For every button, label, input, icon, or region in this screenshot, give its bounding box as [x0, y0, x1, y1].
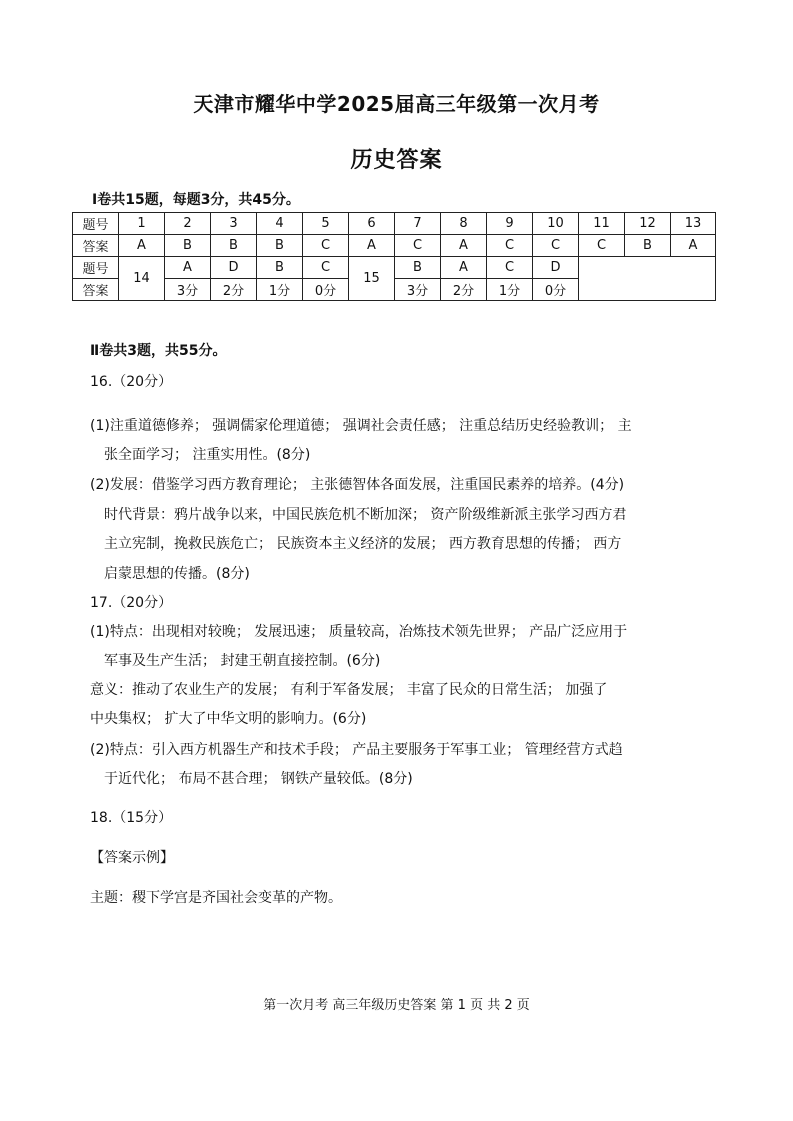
answer-line: 张全面学习； 注重实用性。(8分) — [104, 447, 311, 463]
answer-line: (2)特点：引入西方机器生产和技术手段； 产品主要服务于军事工业； 管理经营方式趋 — [90, 742, 623, 758]
question-number: 1 — [119, 213, 165, 235]
answer-line: 主立宪制，挽救民族危亡； 民族资本主义经济的发展； 西方教育思想的传播； 西方 — [104, 536, 622, 552]
table-row — [73, 213, 716, 235]
document-title: 天津市耀华中学2025届高三年级第一次月考 — [193, 92, 600, 116]
row-label: 题号 — [73, 257, 119, 279]
document-subtitle: 历史答案 — [350, 148, 443, 173]
answer-cell: B — [211, 235, 257, 257]
q17-heading: 17.（20分） — [90, 595, 173, 611]
question-number: 7 — [395, 213, 441, 235]
answer-line: 启蒙思想的传播。(8分) — [104, 566, 250, 582]
answer-cell: B — [165, 235, 211, 257]
question-number: 8 — [441, 213, 487, 235]
question-number: 10 — [533, 213, 579, 235]
answer-cell: C — [533, 235, 579, 257]
answer-cell: C — [395, 235, 441, 257]
answer-cell: B — [257, 235, 303, 257]
score-cell: 1分 — [487, 279, 533, 301]
score-cell: 2分 — [211, 279, 257, 301]
option-cell: A — [441, 257, 487, 279]
score-cell: 1分 — [257, 279, 303, 301]
question-14-number: 14 — [119, 257, 165, 301]
answer-cell: C — [579, 235, 625, 257]
option-cell: B — [257, 257, 303, 279]
answer-cell: C — [487, 235, 533, 257]
answer-cell: A — [671, 235, 716, 257]
row-label: 题号 — [73, 213, 119, 235]
question-number: 11 — [579, 213, 625, 235]
question-number: 5 — [303, 213, 349, 235]
answer-line: (1)注重道德修养； 强调儒家伦理道德； 强调社会责任感； 注重总结历史经验教训； 主 — [90, 418, 632, 434]
answer-example-label: 【答案示例】 — [90, 850, 174, 866]
option-cell: A — [165, 257, 211, 279]
option-cell: B — [395, 257, 441, 279]
answer-line: 中央集权； 扩大了中华文明的影响力。(6分) — [90, 711, 367, 727]
answer-cell: A — [119, 235, 165, 257]
answer-cell: B — [625, 235, 671, 257]
answer-line: 军事及生产生活； 封建王朝直接控制。(6分) — [104, 653, 381, 669]
answer-line: (1)特点：出现相对较晚； 发展迅速； 质量较高，冶炼技术领先世界； 产品广泛应用于 — [90, 624, 628, 640]
answer-line: 主题：稷下学宫是齐国社会变革的产物。 — [90, 890, 342, 906]
q16-heading: 16.（20分） — [90, 374, 173, 390]
answer-cell: A — [349, 235, 395, 257]
answer-line: 于近代化； 布局不甚合理； 钢铁产量较低。(8分) — [104, 771, 413, 787]
question-number: 9 — [487, 213, 533, 235]
option-cell: D — [211, 257, 257, 279]
q18-heading: 18.（15分） — [90, 810, 173, 826]
answer-table — [72, 212, 716, 301]
answer-cell: A — [441, 235, 487, 257]
answer-line: 意义：推动了农业生产的发展； 有利于军备发展； 丰富了民众的日常生活； 加强了 — [90, 682, 608, 698]
table-row — [73, 235, 716, 257]
score-cell: 0分 — [533, 279, 579, 301]
score-cell: 2分 — [441, 279, 487, 301]
answer-line: (2)发展：借鉴学习西方教育理论； 主张德智体各面发展，注重国民素养的培养。(4分) — [90, 477, 625, 493]
table-row — [73, 257, 716, 279]
row-label: 答案 — [73, 235, 119, 257]
empty-cell — [579, 257, 716, 301]
section2-heading: Ⅱ卷共3题，共55分。 — [90, 343, 227, 359]
question-number: 13 — [671, 213, 716, 235]
score-cell: 3分 — [395, 279, 441, 301]
question-number: 12 — [625, 213, 671, 235]
option-cell: D — [533, 257, 579, 279]
section1-heading: Ⅰ卷共15题，每题3分，共45分。 — [92, 192, 300, 208]
question-number: 2 — [165, 213, 211, 235]
question-number: 6 — [349, 213, 395, 235]
row-label: 答案 — [73, 279, 119, 301]
page-footer: 第一次月考 高三年级历史答案 第 1 页 共 2 页 — [263, 998, 530, 1013]
question-15-number: 15 — [349, 257, 395, 301]
option-cell: C — [303, 257, 349, 279]
score-cell: 0分 — [303, 279, 349, 301]
question-number: 3 — [211, 213, 257, 235]
option-cell: C — [487, 257, 533, 279]
answer-line: 时代背景：鸦片战争以来，中国民族危机不断加深； 资产阶级维新派主张学习西方君 — [104, 507, 627, 523]
question-number: 4 — [257, 213, 303, 235]
score-cell: 3分 — [165, 279, 211, 301]
answer-cell: C — [303, 235, 349, 257]
